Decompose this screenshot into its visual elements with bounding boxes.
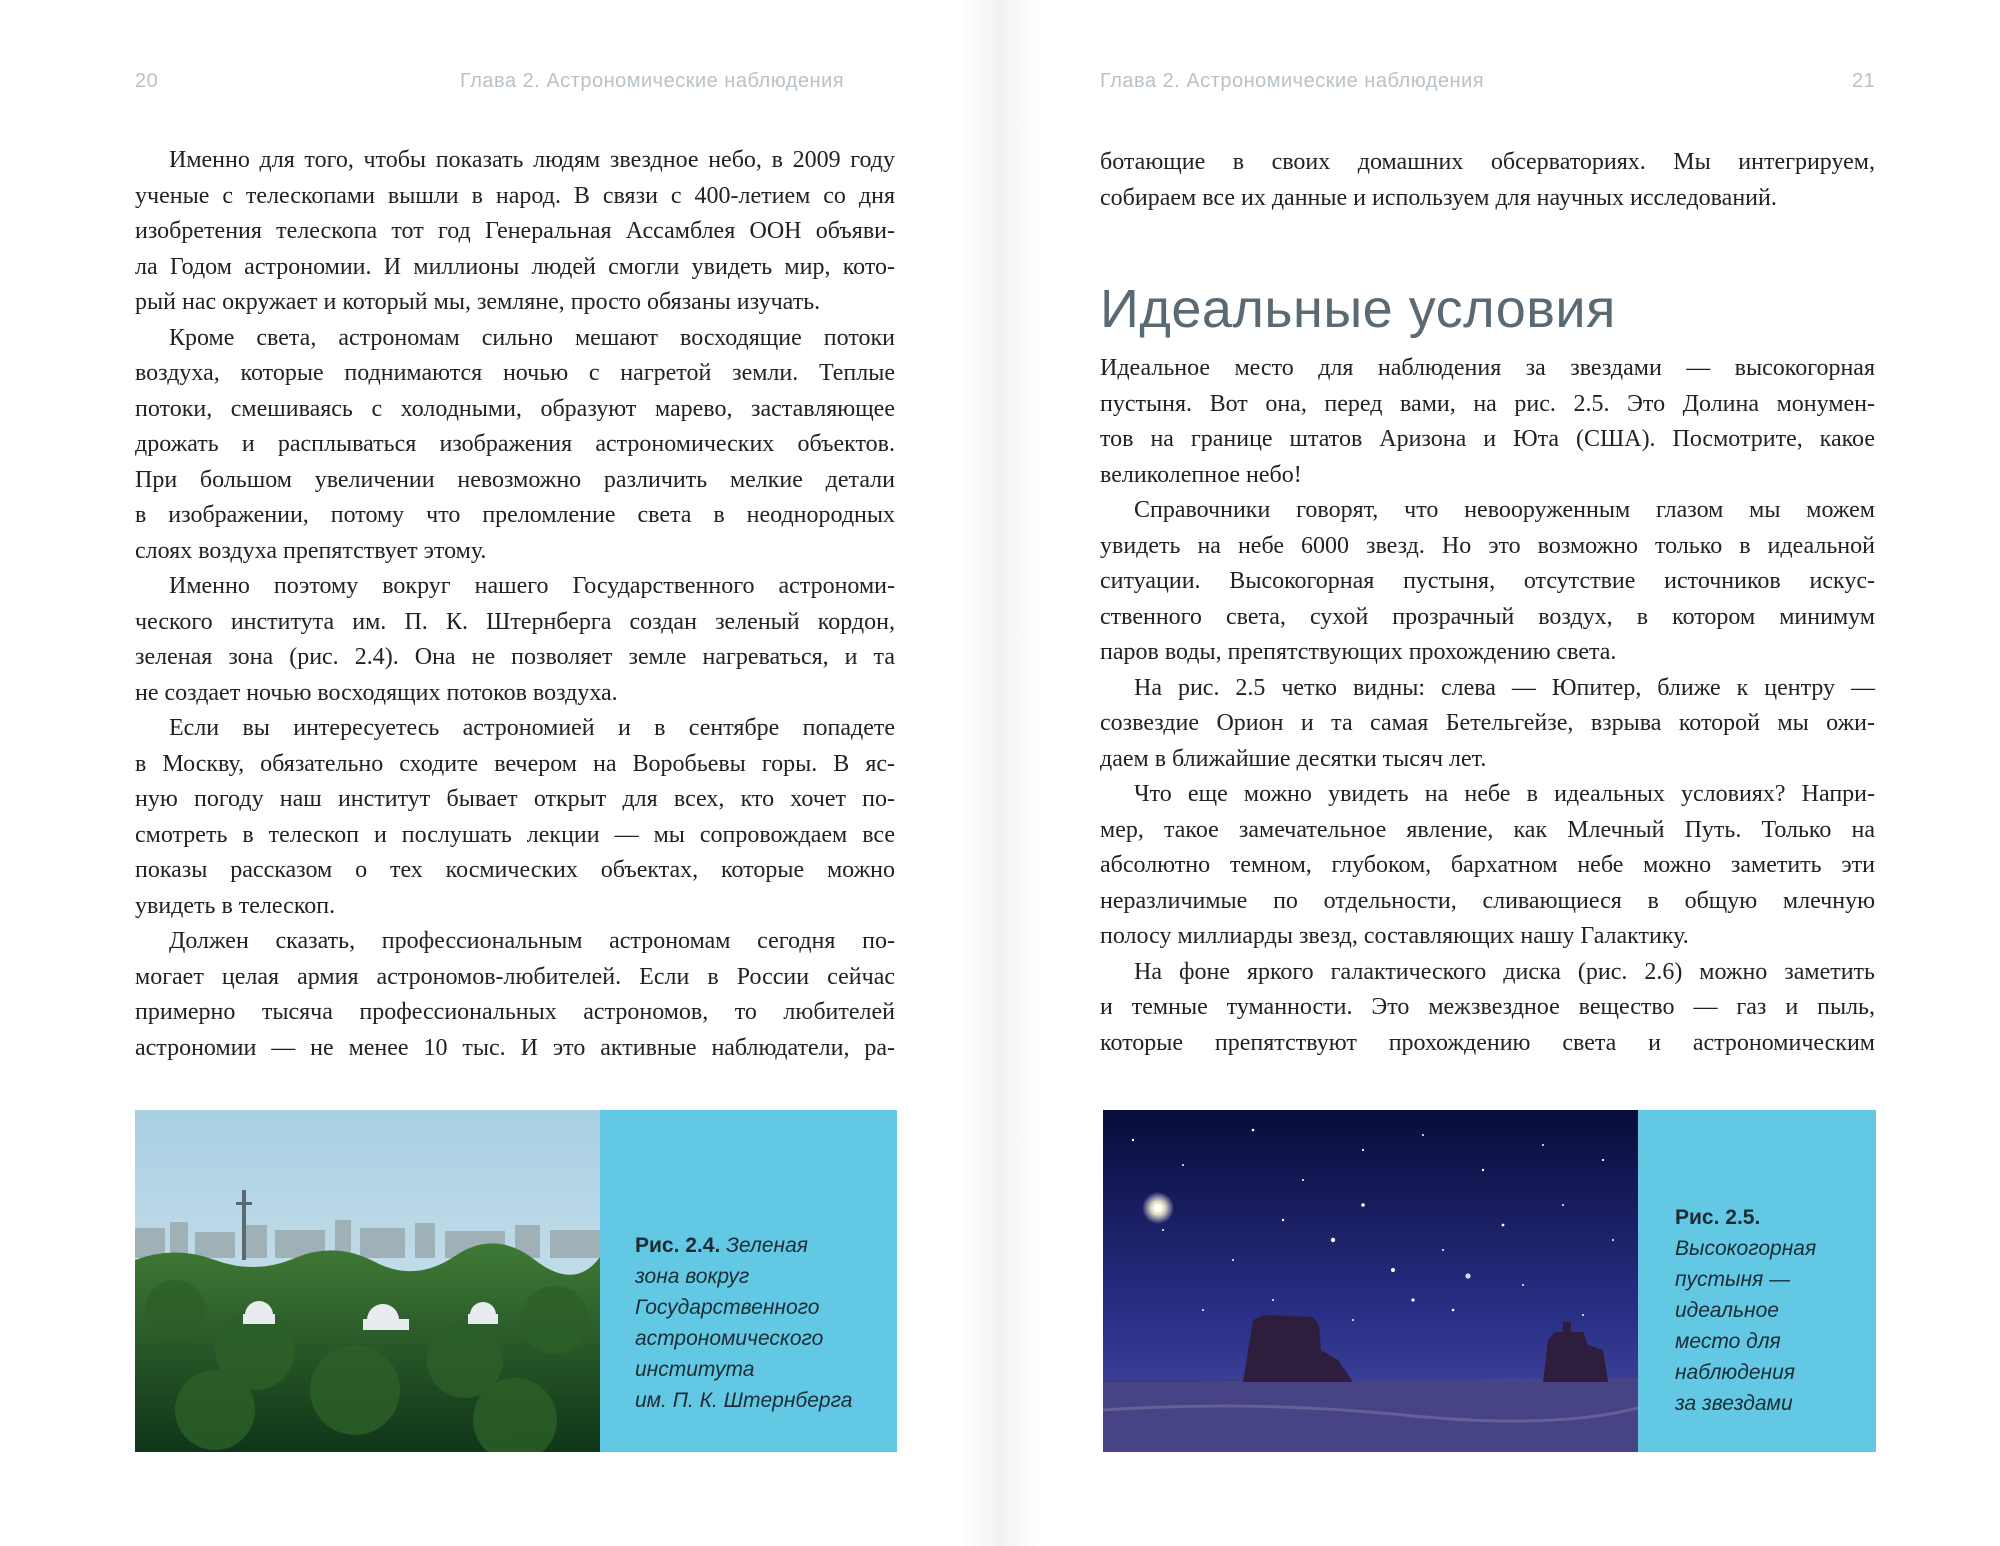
caption-line: института <box>635 1358 755 1381</box>
night-sky-photo <box>1103 1110 1638 1452</box>
caption-line: наблюдения <box>1675 1361 1795 1384</box>
body-text-left <box>135 143 895 1066</box>
caption-line: им. П. К. Штернберга <box>635 1389 853 1412</box>
text-line: которые препятствуют прохождению света и астрономическим <box>1100 1029 1875 1056</box>
text-line: На фоне яркого галактического диска (рис. 2.6) можно заметить <box>1134 958 1875 985</box>
text-line: показы рассказом о тех космических объектах, которые можно <box>135 857 895 883</box>
text-line: потоки, смешиваясь с холодными, образуют марево, заставляющее <box>135 395 895 422</box>
text-line: и темные туманности. Это межзвездное вещество — газ и пыль, <box>1100 994 1875 1020</box>
text-line: На рис. 2.5 четко видны: слева — Юпитер, ближе к центру — <box>1134 674 1875 701</box>
right-page <box>1000 0 2000 1546</box>
text-line: смотреть в телескоп и послушать лекции — мы сопровождаем все <box>135 821 895 848</box>
figure-2-4-caption <box>635 1230 885 1416</box>
text-line: Идеальное место для наблюдения за звездами — высокогорная <box>1100 355 1875 381</box>
text-line: дрожать и расплываться изображения астрономических объектов. <box>135 431 895 457</box>
text-line: ситуации. Высокогорная пустыня, отсутствие источников искус- <box>1100 568 1875 594</box>
text-line: абсолютно темном, глубоком, бархатном небе можно заметить эти <box>1100 852 1875 878</box>
text-line: ученые с телескопами вышли в народ. В связи с 400-летием со дня <box>135 182 895 209</box>
text-line: увидеть в телескоп. <box>135 892 336 919</box>
text-line: Кроме света, астрономам сильно мешают восходящие потоки <box>169 324 895 351</box>
text-line: увидеть на небе 6000 звезд. Но это возможно только в идеальной <box>1100 532 1875 559</box>
text-line: Именно поэтому вокруг нашего Государственного астрономи- <box>169 573 895 599</box>
text-line: пустыня. Вот она, перед вами, на рис. 2.5. Это Долина монумен- <box>1100 390 1875 417</box>
text-line: не создает ночью восходящих потоков воздуха. <box>135 679 618 706</box>
caption-line: пустыня — <box>1675 1268 1791 1291</box>
text-line: ботающие в своих домашних обсерваториях. Мы интегрируем, <box>1100 149 1875 175</box>
text-line: паров воды, препятствующих прохождению света. <box>1100 639 1617 665</box>
text-line: тов на границе штатов Аризона и Юта (США). Посмотрите, какое <box>1100 426 1875 452</box>
caption-line: за звездами <box>1675 1392 1793 1415</box>
caption-line: идеальное <box>1675 1299 1779 1322</box>
page-number-left: 20 <box>135 70 159 92</box>
caption-line: астрономического <box>635 1327 824 1350</box>
night-sky-photo-image <box>1103 1110 1638 1452</box>
text-line: собираем все их данные и используем для научных исследований. <box>1100 184 1777 211</box>
text-line: Если вы интересуетесь астрономией и в сентябре попадете <box>169 715 895 741</box>
text-line: воздуха, которые поднимаются ночью с нагретой земли. Теплые <box>135 360 895 386</box>
observatory-photo <box>135 1110 600 1452</box>
text-line: зеленая зона (рис. 2.4). Она не позволяет земле нагреваться, и та <box>135 644 895 670</box>
text-line: могает целая армия астрономов-любителей. Если в России сейчас <box>135 963 895 990</box>
text-line: великолепное небо! <box>1100 461 1302 488</box>
caption-line: место для <box>1675 1330 1781 1353</box>
page-number-right: 21 <box>1852 70 1876 92</box>
text-line: слоях воздуха препятствует этому. <box>135 537 487 564</box>
text-line: При большом увеличении невозможно различить мелкие детали <box>135 466 895 493</box>
text-line: созвездие Орион и та самая Бетельгейзе, взрыва которой мы ожи- <box>1100 710 1875 736</box>
observatory-photo-image <box>135 1110 600 1452</box>
text-line: полосу миллиарды звезд, составляющих нашу Галактику. <box>1100 923 1689 949</box>
running-head-left: Глава 2. Астрономические наблюдения <box>460 70 845 92</box>
text-line: изобретения телескопа тот год Генеральная Ассамблея ООН объяви- <box>135 218 895 244</box>
running-head-right: Глава 2. Астрономические наблюдения <box>1100 70 1485 92</box>
body-text-right <box>1100 351 1875 1061</box>
text-line: неразличимые по отдельности, сливающиеся в общую млечную <box>1100 887 1875 914</box>
text-line: Что еще можно увидеть на небе в идеальных условиях? Напри- <box>1134 781 1875 807</box>
text-line: ственного света, сухой прозрачный воздух, в котором минимум <box>1100 603 1875 630</box>
text-line: Справочники говорят, что невооруженным глазом мы можем <box>1134 497 1875 523</box>
caption-line: Зеленая <box>726 1234 808 1257</box>
caption-line: Государственного <box>635 1296 820 1319</box>
text-line: примерно тысяча профессиональных астрономов, то любителей <box>135 999 895 1025</box>
body-text-right-top <box>1100 145 1875 216</box>
text-line: ла Годом астрономии. И миллионы людей смогли увидеть мир, кото- <box>135 253 895 280</box>
text-line: мер, такое замечательное явление, как Млечный Путь. Только на <box>1100 816 1875 843</box>
text-line: рый нас окружает и который мы, земляне, просто обязаны изучать. <box>135 289 821 315</box>
text-line: ческого института им. П. К. Штернберга создан зеленый кордон, <box>135 608 895 635</box>
figure-2-5 <box>1103 1110 1876 1452</box>
caption-line: зона вокруг <box>635 1265 750 1288</box>
figure-2-4-label: Рис. 2.4. <box>635 1234 721 1257</box>
figure-2-5-label: Рис. 2.5. <box>1675 1206 1761 1229</box>
text-line: Именно для того, чтобы показать людям звездное небо, в 2009 году <box>169 147 895 173</box>
text-line: в изображении, потому что преломление света в неоднородных <box>135 502 895 528</box>
text-line: астрономии — не менее 10 тыс. И это активные наблюдатели, ра- <box>135 1034 895 1061</box>
figure-2-5-caption <box>1675 1202 1865 1419</box>
figure-2-4 <box>135 1110 897 1452</box>
text-line: ную погоду наш институт бывает открыт для всех, кто хочет по- <box>135 786 895 812</box>
caption-line: Высокогорная <box>1675 1237 1817 1260</box>
text-line: в Москву, обязательно сходите вечером на Воробьевы горы. В яс- <box>135 750 895 777</box>
text-line: даем в ближайшие десятки тысяч лет. <box>1100 745 1487 772</box>
section-heading: Идеальные условия <box>1100 279 1616 339</box>
text-line: Должен сказать, профессиональным астрономам сегодня по- <box>169 928 895 954</box>
